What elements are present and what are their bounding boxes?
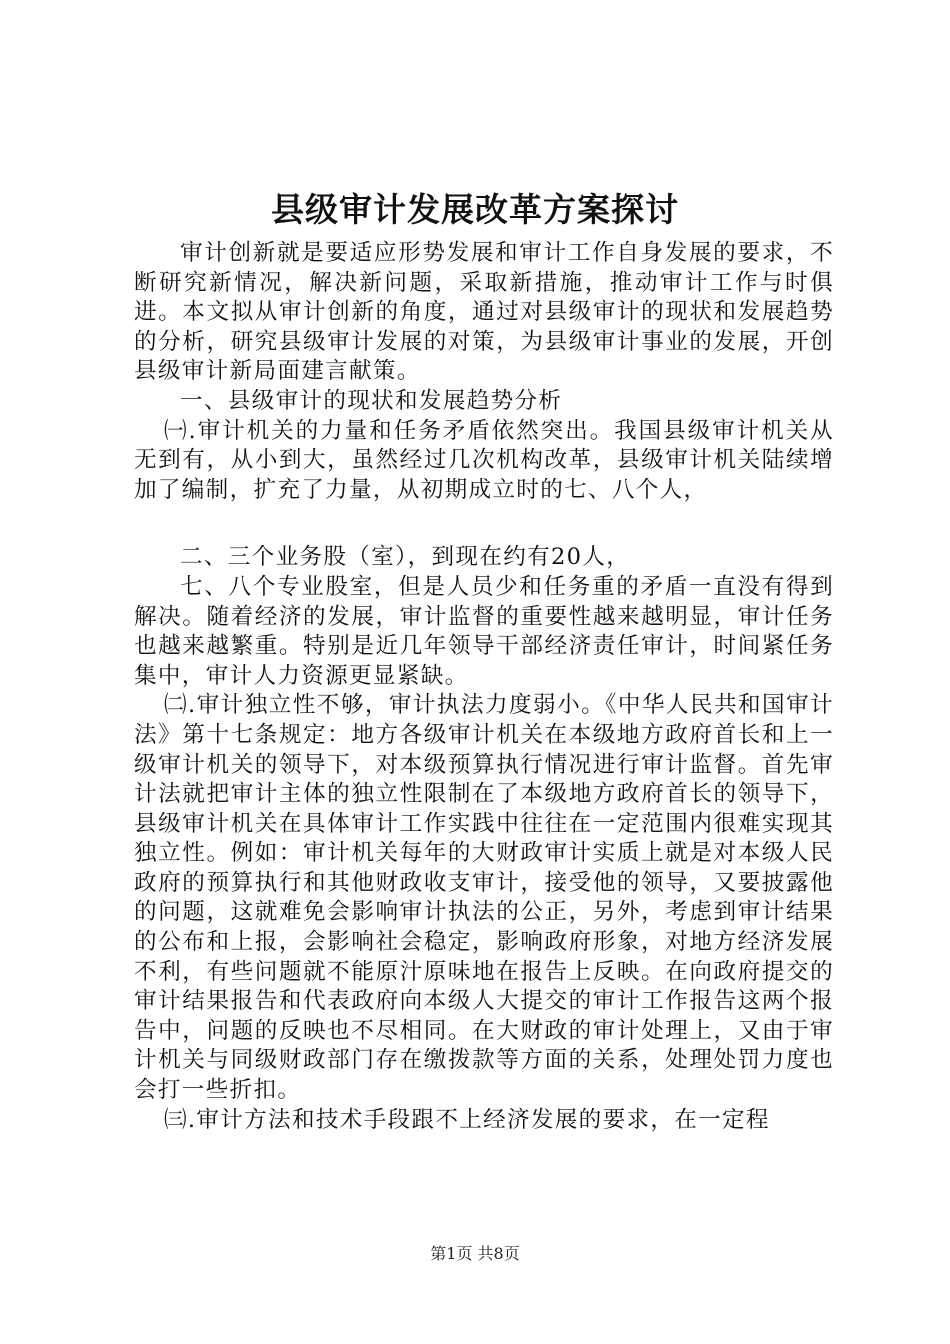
paragraph-subsection-1: ㈠.审计机关的力量和任务矛盾依然突出。我国县级审计机关从无到有，从小到大，虽然经过几次机构改革，县级审计机关陆续增加了编制，扩充了力量，从初期成立时的七、八个人， — [134, 417, 834, 503]
paragraph-intro: 审计创新就是要适应形势发展和审计工作自身发展的要求，不断研究新情况，解决新问题，采取新措施，推动审计工作与时俱进。本文拟从审计创新的角度，通过对县级审计的现状和发展趋势的分析，研究县级审计发展的对策，为县级审计事业的发展，开创县级审计新局面建言献策。 — [134, 240, 834, 385]
paragraph-continuation-1: 二、三个业务股（室），到现在约有20人， — [180, 544, 631, 571]
page-footer: 第1页 共8页 — [430, 1244, 520, 1263]
document-body — [134, 239, 834, 1135]
paragraph-subsection-3: ㈢.审计方法和技术手段跟不上经济发展的要求，在一定程 — [164, 1106, 770, 1133]
paragraph-subsection-2: ㈡.审计独立性不够，审计执法力度弱小。《中华人民共和国审计法》第十七条规定：地方各级审计机关在本级地方政府首长和上一级审计机关的领导下，对本级预算执行情况进行审计监督。首先审计法就把审计主体的独立性限制在了本级地方政府首长的领导下，县级审计机关在具体审计工作实践中往往在一定范围内很难实现其独立性。例如：审计机关每年的大财政审计实质上就是对本级人民政府的预算执行和其他财政收支审计，接受他的领导，又要披露他的问题，这就难免会影响审计执法的公正，另外，考虑到审计结果的公布和上报，会影响社会稳定，影响政府形象，对地方经济发展不利，有些问题就不能原汁原味地在报告上反映。在向政府提交的审计结果报告和代表政府向本级人大提交的审计工作报告这两个报告中，问题的反映也不尽相同。在大财政的审计处理上，又由于审计机关与同级财政部门存在缴拨款等方面的关系，处理处罚力度也会打一些折扣。 — [134, 692, 834, 1104]
section-heading-1: 一、县级审计的现状和发展趋势分析 — [180, 387, 563, 414]
document-title: 县级审计发展改革方案探讨 — [271, 190, 679, 229]
paragraph-gap — [134, 505, 834, 543]
paragraph-continuation-2: 七、八个专业股室，但是人员少和任务重的矛盾一直没有得到解决。随着经济的发展，审计监督的重要性越来越明显，审计任务也越来越繁重。特别是近几年领导干部经济责任审计，时间紧任务集中，审计人力资源更显紧缺。 — [134, 573, 834, 689]
